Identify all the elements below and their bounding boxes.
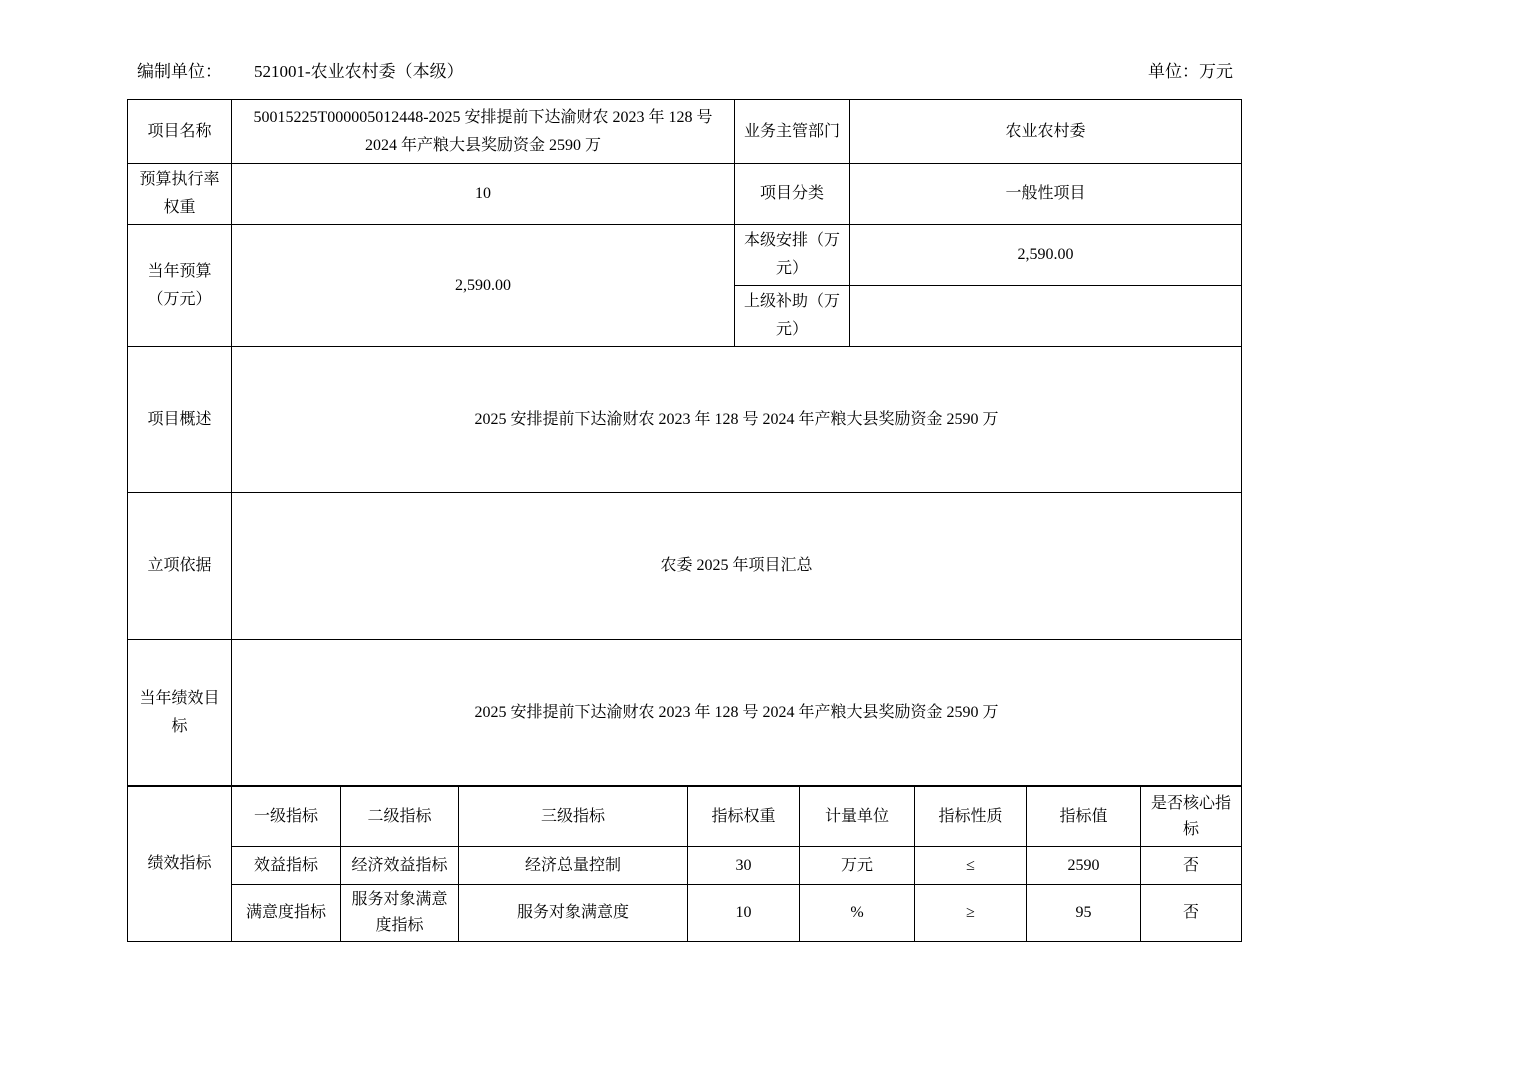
header-core-indicator: 是否核心指标 — [1141, 787, 1242, 847]
project-overview-label: 项目概述 — [128, 347, 232, 493]
project-name-label: 项目名称 — [128, 100, 232, 164]
level3-indicator-cell: 经济总量控制 — [459, 847, 688, 885]
indicator-row — [128, 847, 1242, 885]
project-name-value: 50015225T000005012448-2025 安排提前下达渝财农 2023 年 128 号 2024 年产粮大县奖励资金 2590 万 — [232, 100, 735, 164]
local-arrangement-value: 2,590.00 — [850, 225, 1242, 286]
dept-label: 业务主管部门 — [735, 100, 850, 164]
table-row — [128, 640, 1242, 786]
level1-indicator-cell: 满意度指标 — [232, 885, 341, 942]
measure-unit-cell: 万元 — [800, 847, 915, 885]
doc-header — [127, 58, 1241, 99]
project-category-value: 一般性项目 — [850, 164, 1242, 225]
local-arrangement-label: 本级安排（万元） — [735, 225, 850, 286]
header-indicator-weight: 指标权重 — [688, 787, 800, 847]
document-page — [127, 58, 1241, 942]
table-row — [128, 100, 1242, 164]
indicator-nature-cell: ≥ — [915, 885, 1027, 942]
budget-exec-weight-label: 预算执行率权重 — [128, 164, 232, 225]
compile-unit — [137, 62, 464, 82]
indicator-value-cell: 95 — [1027, 885, 1141, 942]
level3-indicator-cell: 服务对象满意度 — [459, 885, 688, 942]
superior-subsidy-value — [850, 286, 1242, 347]
core-indicator-cell: 否 — [1141, 847, 1242, 885]
indicator-weight-cell: 30 — [688, 847, 800, 885]
indicator-nature-cell: ≤ — [915, 847, 1027, 885]
unit-label: 单位：万元 — [1148, 62, 1233, 81]
level2-indicator-cell: 经济效益指标 — [341, 847, 459, 885]
header-level2-indicator: 二级指标 — [341, 787, 459, 847]
indicator-weight-cell: 10 — [688, 885, 800, 942]
indicator-value-cell: 2590 — [1027, 847, 1141, 885]
measure-unit-cell: % — [800, 885, 915, 942]
budget-exec-weight-value: 10 — [232, 164, 735, 225]
header-indicator-value: 指标值 — [1027, 787, 1141, 847]
level1-indicator-cell: 效益指标 — [232, 847, 341, 885]
project-info-table — [127, 99, 1242, 786]
performance-indicator-section-label: 绩效指标 — [128, 787, 232, 942]
project-overview-value: 2025 安排提前下达渝财农 2023 年 128 号 2024 年产粮大县奖励资金 2590 万 — [232, 347, 1242, 493]
project-basis-label: 立项依据 — [128, 493, 232, 640]
core-indicator-cell: 否 — [1141, 885, 1242, 942]
annual-performance-goal-value: 2025 安排提前下达渝财农 2023 年 128 号 2024 年产粮大县奖励资金 2590 万 — [232, 640, 1242, 786]
annual-performance-goal-label: 当年绩效目标 — [128, 640, 232, 786]
compile-unit-value: 521001-农业农村委（本级） — [254, 62, 464, 81]
project-basis-value: 农委 2025 年项目汇总 — [232, 493, 1242, 640]
table-row — [128, 347, 1242, 493]
indicator-header-row — [128, 787, 1242, 847]
compile-unit-label: 编制单位： — [137, 62, 222, 81]
header-indicator-nature: 指标性质 — [915, 787, 1027, 847]
indicator-row — [128, 885, 1242, 942]
header-level3-indicator: 三级指标 — [459, 787, 688, 847]
table-row — [128, 493, 1242, 640]
superior-subsidy-label: 上级补助（万元） — [735, 286, 850, 347]
table-row — [128, 164, 1242, 225]
annual-budget-value: 2,590.00 — [232, 225, 735, 347]
header-level1-indicator: 一级指标 — [232, 787, 341, 847]
dept-value: 农业农村委 — [850, 100, 1242, 164]
annual-budget-label: 当年预算（万元） — [128, 225, 232, 347]
performance-indicators-table — [127, 786, 1242, 942]
table-row — [128, 225, 1242, 286]
header-measure-unit: 计量单位 — [800, 787, 915, 847]
level2-indicator-cell: 服务对象满意度指标 — [341, 885, 459, 942]
project-category-label: 项目分类 — [735, 164, 850, 225]
